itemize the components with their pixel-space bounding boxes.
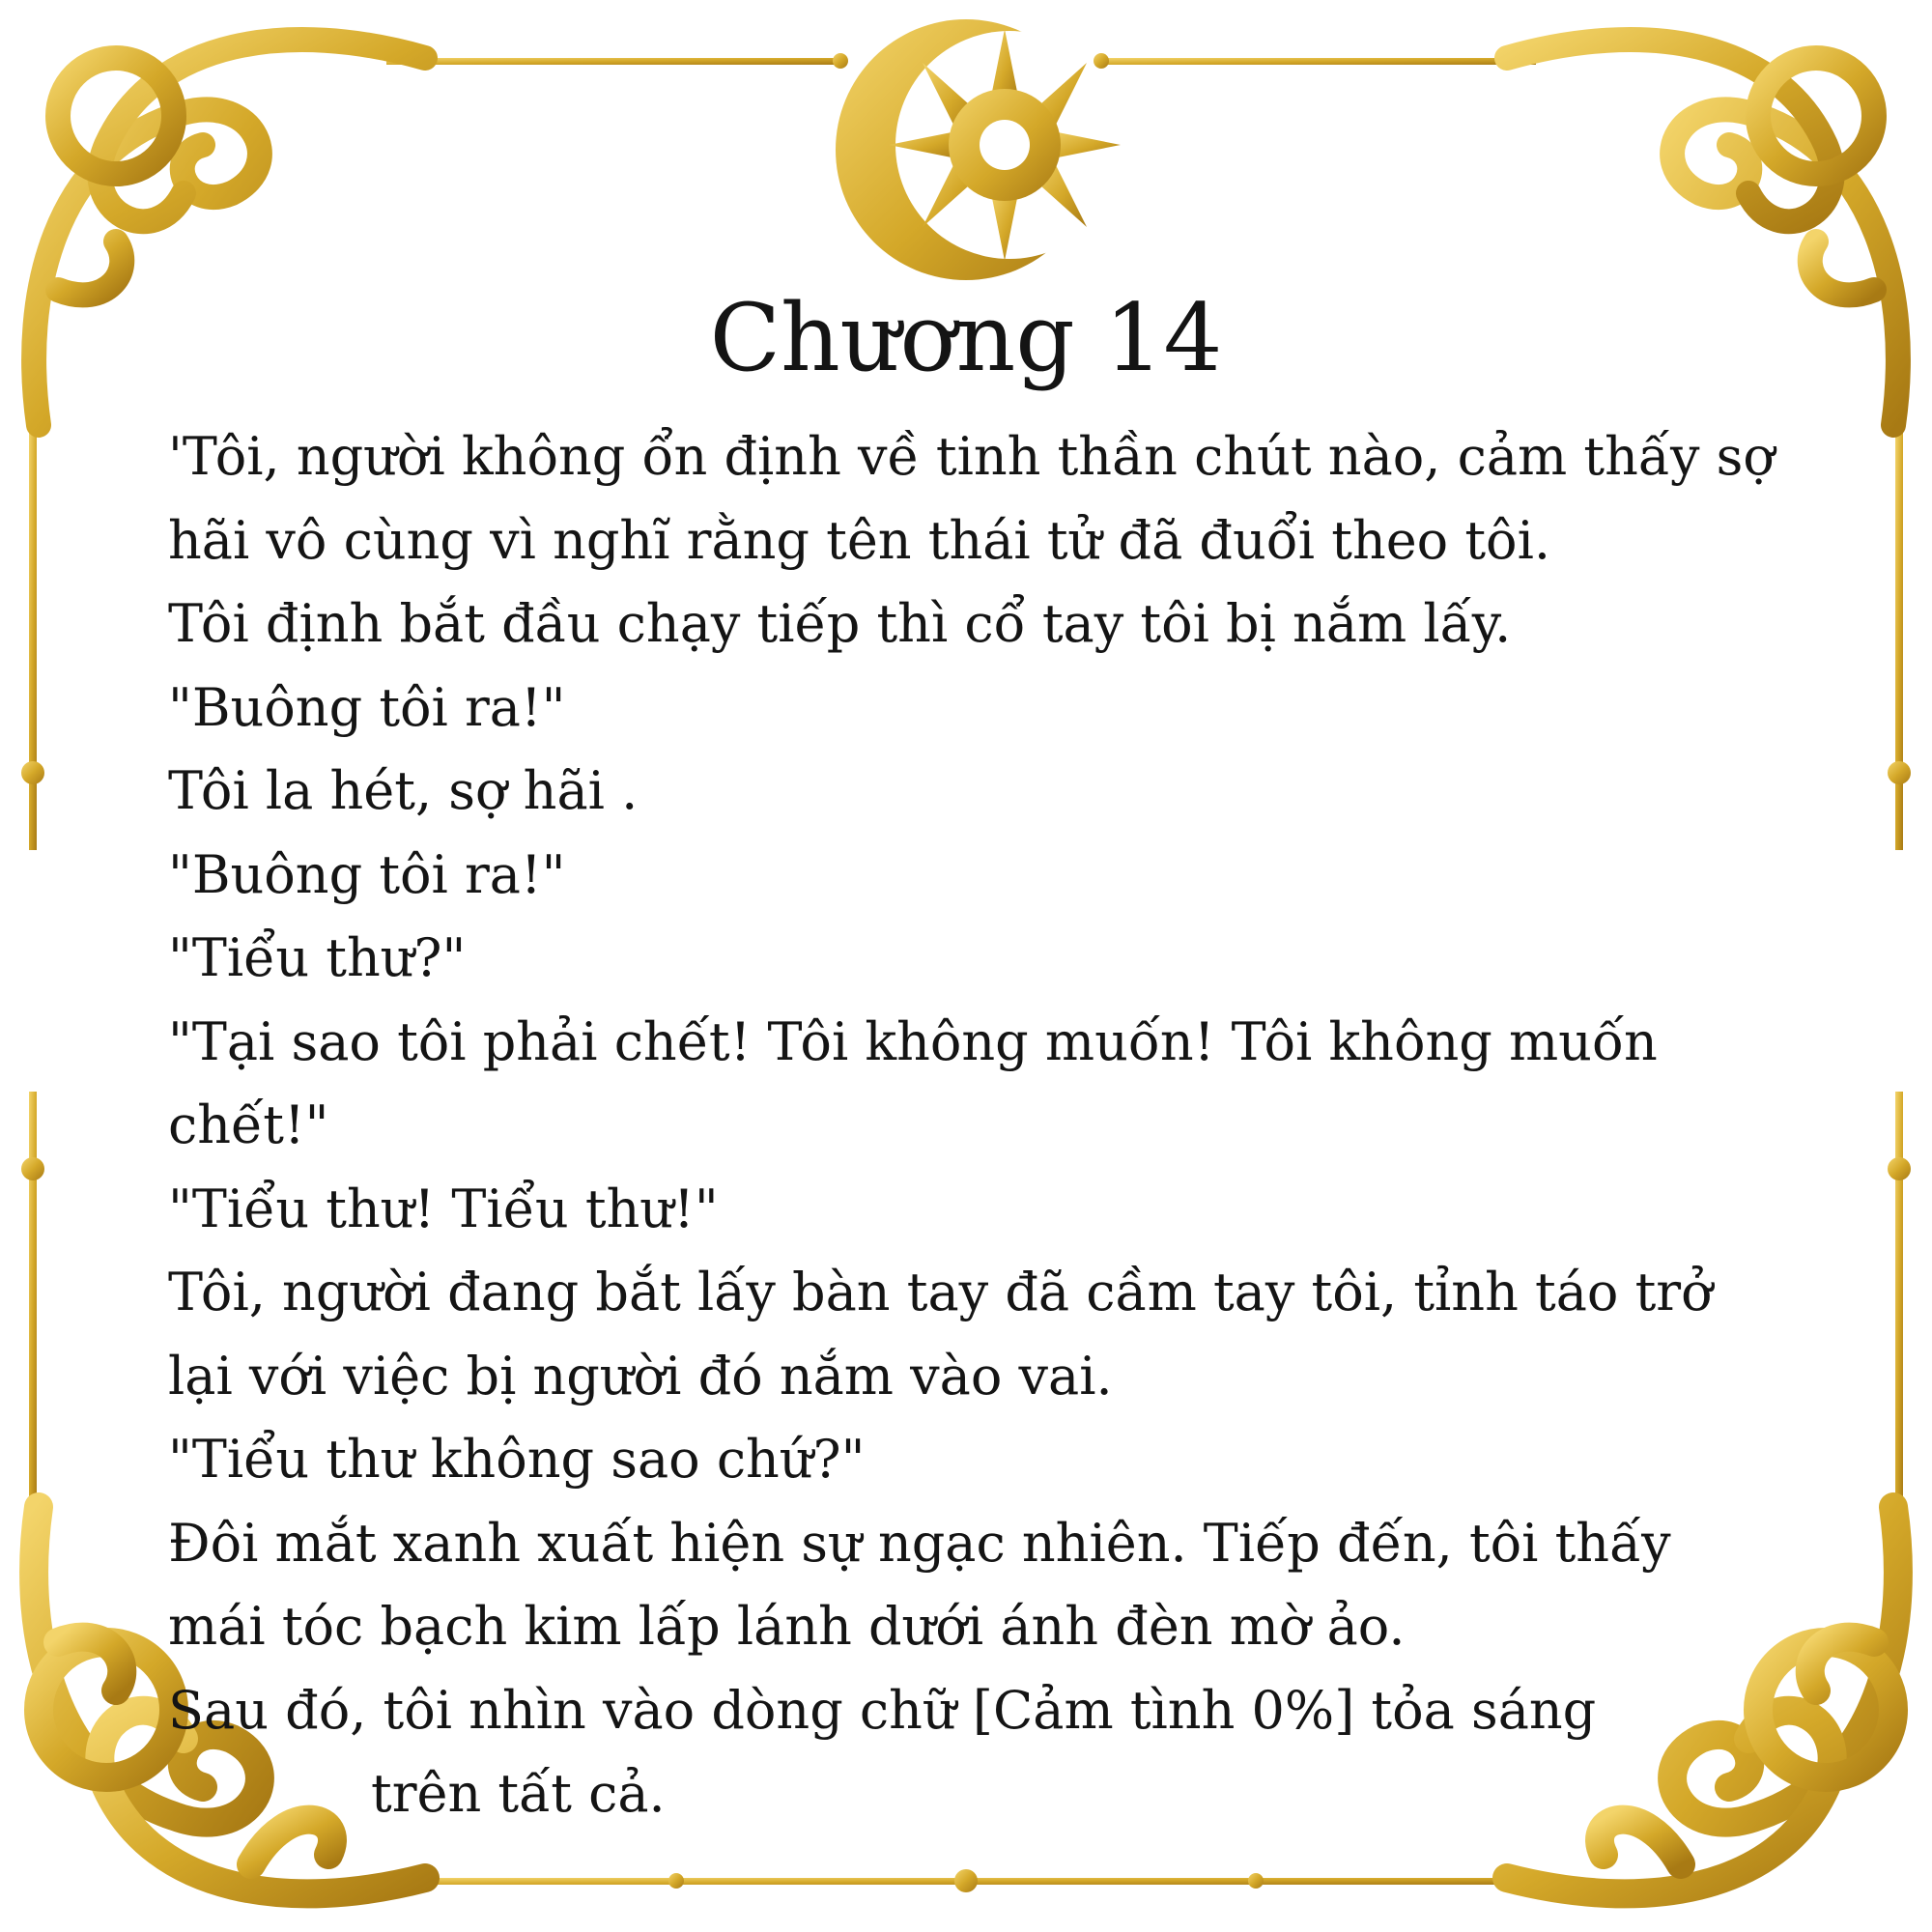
text-line: 'Tôi, người không ổn định về tinh thần chút nào, cảm thấy sợ [168,426,1775,487]
text-line: "Tiểu thư?" [168,927,467,988]
text-line: chết!" [168,1094,329,1155]
chapter-body [168,415,1868,1836]
text-line: "Tại sao tôi phải chết! Tôi không muốn! Tôi không muốn [168,1010,1658,1072]
text-line: Đôi mắt xanh xuất hiện sự ngạc nhiên. Tiếp đến, tôi thấy [168,1512,1671,1574]
left-border-bar [21,425,44,1517]
text-line: Sau đó, tôi nhìn vào dòng chữ [Cảm tình 0%] tỏa sáng [168,1679,1597,1741]
text-line: "Buông tôi ra!" [168,843,566,905]
text-line: "Tiểu thư! Tiểu thư!" [168,1178,719,1239]
text-line: "Tiểu thư không sao chứ?" [168,1429,866,1490]
bottom-border-bar [406,1869,1526,1892]
text-line: hãi vô cùng vì nghĩ rằng tên thái tử đã đuổi theo tôi. [168,509,1550,571]
text-line: Tôi la hét, sợ hãi . [168,760,639,821]
text-line: mái tóc bạch kim lấp lánh dưới ánh đèn mờ ảo. [168,1596,1406,1657]
right-border-bar [1888,425,1911,1517]
text-line: "Buông tôi ra!" [168,676,566,738]
chapter-title: Chương 14 [709,284,1223,392]
text-line: trên tất cả. [371,1763,666,1824]
text-line: lại với việc bị người đó nắm vào vai. [168,1345,1113,1406]
text-line: Tôi định bắt đầu chạy tiếp thì cổ tay tôi bị nắm lấy. [168,593,1512,654]
text-line: Tôi, người đang bắt lấy bàn tay đã cầm tay tôi, tỉnh táo trở [168,1262,1713,1322]
crescent-moon-sun-icon [821,10,1121,290]
